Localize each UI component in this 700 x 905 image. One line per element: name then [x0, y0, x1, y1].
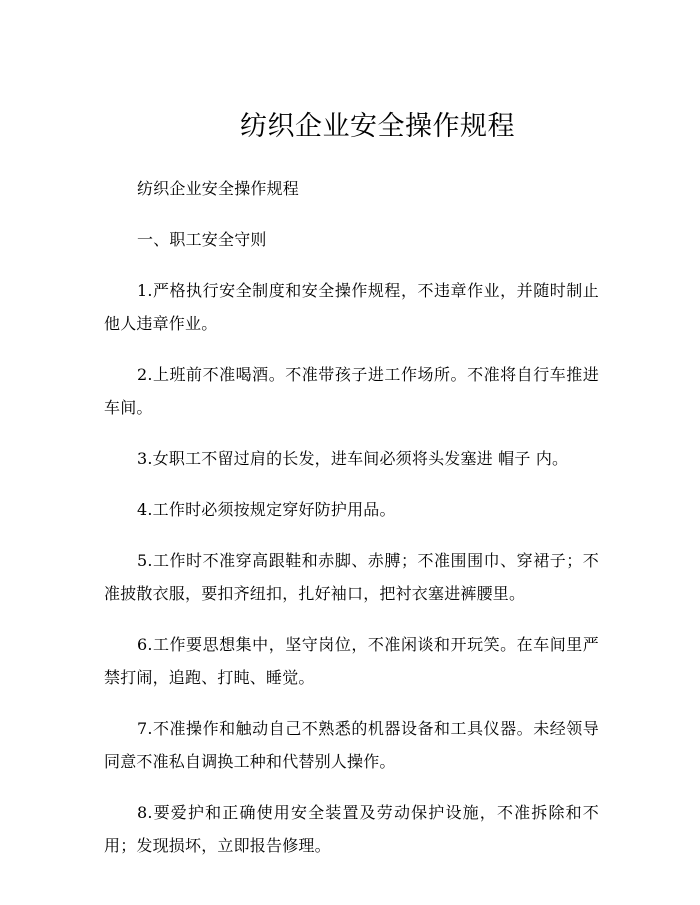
paragraph-rule-5: 5.工作时不准穿高跟鞋和赤脚、赤膊；不准围围巾、穿裙子；不准披散衣服，要扣齐纽扣，扎好袖口，把衬衣塞进裤腰里。 — [104, 551, 599, 603]
paragraph-subtitle: 纺织企业安全操作规程 — [137, 179, 300, 198]
document-body — [104, 172, 599, 880]
paragraph-rule-6: 6.工作要思想集中，坚守岗位，不准闲谈和开玩笑。在车间里严禁打闹，追跑、打盹、睡觉。 — [104, 635, 599, 687]
paragraph-rule-7: 7.不准操作和触动自己不熟悉的机器设备和工具仪器。未经领导同意不准私自调换工种和代替别人操作。 — [104, 719, 599, 771]
paragraph-rule-4: 4.工作时必须按规定穿好防护用品。 — [137, 500, 396, 519]
paragraph-rule-1: 1.严格执行安全制度和安全操作规程，不违章作业，并随时制止他人违章作业。 — [104, 281, 599, 333]
document-title: 纺织企业安全操作规程 — [240, 111, 515, 142]
paragraph-rule-8: 8.要爱护和正确使用安全装置及劳动保护设施，不准拆除和不用；发现损坏，立即报告修理。 — [104, 803, 599, 855]
paragraph-section-heading: 一、职工安全守则 — [137, 230, 267, 249]
paragraph-rule-3: 3.女职工不留过肩的长发，进车间必须将头发塞进 帽子 内。 — [137, 449, 569, 468]
paragraph-rule-2: 2.上班前不准喝酒。不准带孩子进工作场所。不准将自行车推进车间。 — [104, 365, 599, 417]
